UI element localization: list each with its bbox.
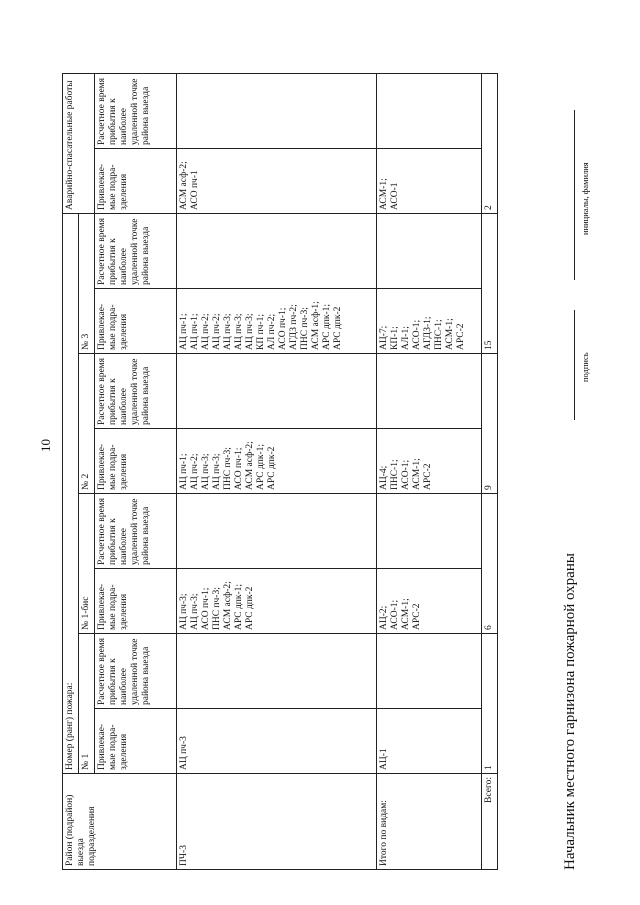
time-cell xyxy=(177,214,377,289)
unit-entry: АСО-1; xyxy=(412,319,422,350)
unit-entry: АРС дпк-1; xyxy=(256,443,266,490)
time-cell xyxy=(177,634,377,709)
unit-entry: АЦ пч-3; xyxy=(179,593,189,630)
total-value: 15 xyxy=(482,214,498,354)
unit-entry: АЦ-1 xyxy=(379,748,389,770)
unit-entry: КП-1; xyxy=(390,326,400,350)
unit-entry: ПНС пч-3; xyxy=(223,447,233,490)
unit-entry: АСМ-1; xyxy=(412,458,422,490)
unit-entry: АЦ пч-3; xyxy=(201,453,211,490)
unit-entry: АЦ-7; xyxy=(379,325,389,350)
unit-entry: АЛ-1; xyxy=(401,326,411,350)
signature-line xyxy=(574,310,575,420)
level-1bis-header: № 1-бис xyxy=(79,494,95,634)
units-cell xyxy=(377,289,482,354)
unit-entry: АСО-1; xyxy=(390,599,400,630)
units-subheader: Привлекае-мые подра-зделения xyxy=(95,149,177,214)
row-name: Итого по видам: xyxy=(377,774,482,870)
unit-entry: АСМ асф-2; xyxy=(223,581,233,630)
unit-entry: АЦ пч-1; xyxy=(190,313,200,350)
total-value: 1 xyxy=(482,634,498,774)
time-cell xyxy=(377,74,482,149)
unit-entry: АСО-1 xyxy=(390,182,400,210)
table-row xyxy=(177,74,377,870)
time-cell xyxy=(377,354,482,429)
total-value: 2 xyxy=(482,74,498,214)
unit-entry: ПНС пч-3; xyxy=(212,587,222,630)
unit-entry: АСМ асф-2; xyxy=(179,161,189,210)
level-1-header: № 1 xyxy=(79,634,95,774)
page-number: 10 xyxy=(38,439,53,452)
time-cell xyxy=(377,634,482,709)
unit-entry: АЦ пч-3; xyxy=(234,313,244,350)
unit-entry: АЦ-2; xyxy=(379,605,389,630)
row-name: ПЧ-3 xyxy=(177,774,377,870)
unit-entry: АЦ пч-3; xyxy=(212,453,222,490)
unit-entry: АЛ пч-2; xyxy=(267,313,277,350)
unit-entry: АРС дпк-1; xyxy=(322,303,332,350)
units-subheader: Привлекае-мые подра-зделения xyxy=(95,709,177,774)
rotated-document xyxy=(62,30,622,890)
name-line xyxy=(574,110,575,280)
unit-entry: КП пч-1; xyxy=(256,314,266,350)
time-subheader: Расчетное время прибытия к наиболее удаленной точке района выезда xyxy=(95,354,177,429)
unit-entry: АЦ пч-3; xyxy=(223,313,233,350)
units-cell xyxy=(377,149,482,214)
unit-entry: АСО-1; xyxy=(401,459,411,490)
time-subheader: Расчетное время прибытия к наиболее удаленной точке района выезда xyxy=(95,634,177,709)
unit-entry: АРС дпк-2 xyxy=(245,586,255,630)
unit-entry: АСО пч-1; xyxy=(234,447,244,490)
unit-entry: АСМ асф-2; xyxy=(245,441,255,490)
unit-entry: АСО пч-1 xyxy=(190,170,200,210)
unit-entry: АЦ пч-2; xyxy=(190,453,200,490)
total-value: 9 xyxy=(482,354,498,494)
unit-entry: АЦ пч-1; xyxy=(179,313,189,350)
level-3-header: № 3 xyxy=(79,214,95,354)
units-subheader: Привлекае-мые подра-зделения xyxy=(95,429,177,494)
name-caption: инициалы, фамилия xyxy=(580,162,590,235)
rescue-header: Аварийно-спасательные работы xyxy=(63,74,95,214)
unit-entry: АСО пч-1; xyxy=(278,307,288,350)
units-cell xyxy=(177,709,377,774)
unit-entry: АЦ пч-2; xyxy=(212,313,222,350)
fire-number-header: Номер (ранг) пожара: xyxy=(63,214,79,774)
unit-entry: АЦ пч-1; xyxy=(179,453,189,490)
units-cell xyxy=(177,569,377,634)
units-cell xyxy=(377,709,482,774)
table-row xyxy=(377,74,482,870)
time-cell xyxy=(377,494,482,569)
unit-entry: АСМ асф-1; xyxy=(311,301,321,350)
level-2-header: № 2 xyxy=(79,354,95,494)
unit-entry: АЦ пч-3; xyxy=(245,313,255,350)
signature-caption: подпись xyxy=(580,352,590,382)
unit-entry: АСО пч-1; xyxy=(201,587,211,630)
unit-entry: АЦ-4; xyxy=(379,465,389,490)
time-cell xyxy=(377,214,482,289)
total-value: 6 xyxy=(482,494,498,634)
time-subheader: Расчетное время прибытия к наиболее удаленной точке района выезда xyxy=(95,74,177,149)
unit-entry: АГДЗ-1; xyxy=(423,316,433,350)
units-subheader: Привлекае-мые подра-зделения xyxy=(95,289,177,354)
unit-entry: АРС-2 xyxy=(412,603,422,630)
fire-departure-table xyxy=(62,73,498,870)
unit-entry: АРС дпк-2 xyxy=(267,446,277,490)
units-cell xyxy=(177,149,377,214)
unit-entry: ПНС-1; xyxy=(390,459,400,490)
totals-label: Всего: xyxy=(482,774,498,870)
time-cell xyxy=(177,354,377,429)
unit-entry: ПНС пч-3; xyxy=(300,307,310,350)
unit-entry: АСМ-1; xyxy=(445,318,455,350)
units-subheader: Привлекае-мые подра-зделения xyxy=(95,569,177,634)
unit-entry: АРС-2 xyxy=(423,463,433,490)
unit-entry: АРС дпк-2 xyxy=(333,306,343,350)
district-header: Район (подрайон) выезда подразделения xyxy=(63,774,177,870)
time-cell xyxy=(177,494,377,569)
units-cell xyxy=(177,289,377,354)
unit-entry: АЦ пч-3 xyxy=(179,736,189,770)
totals-row xyxy=(482,74,498,870)
time-cell xyxy=(177,74,377,149)
unit-entry: АСМ-1; xyxy=(401,598,411,630)
unit-entry: АЦ пч-2; xyxy=(201,313,211,350)
signatory-title: Начальник местного гарнизона пожарной охраны xyxy=(562,553,578,870)
time-subheader: Расчетное время прибытия к наиболее удаленной точке района выезда xyxy=(95,214,177,289)
unit-entry: АРС-2 xyxy=(456,323,466,350)
units-cell xyxy=(377,569,482,634)
unit-entry: АСМ-1; xyxy=(379,178,389,210)
unit-entry: АЦ пч-3; xyxy=(190,593,200,630)
unit-entry: ПНС-1; xyxy=(434,319,444,350)
unit-entry: АРС дпк-1; xyxy=(234,583,244,630)
unit-entry: АГДЗ пч-2; xyxy=(289,304,299,350)
time-subheader: Расчетное время прибытия к наиболее удаленной точке района выезда xyxy=(95,494,177,569)
units-cell xyxy=(377,429,482,494)
units-cell xyxy=(177,429,377,494)
